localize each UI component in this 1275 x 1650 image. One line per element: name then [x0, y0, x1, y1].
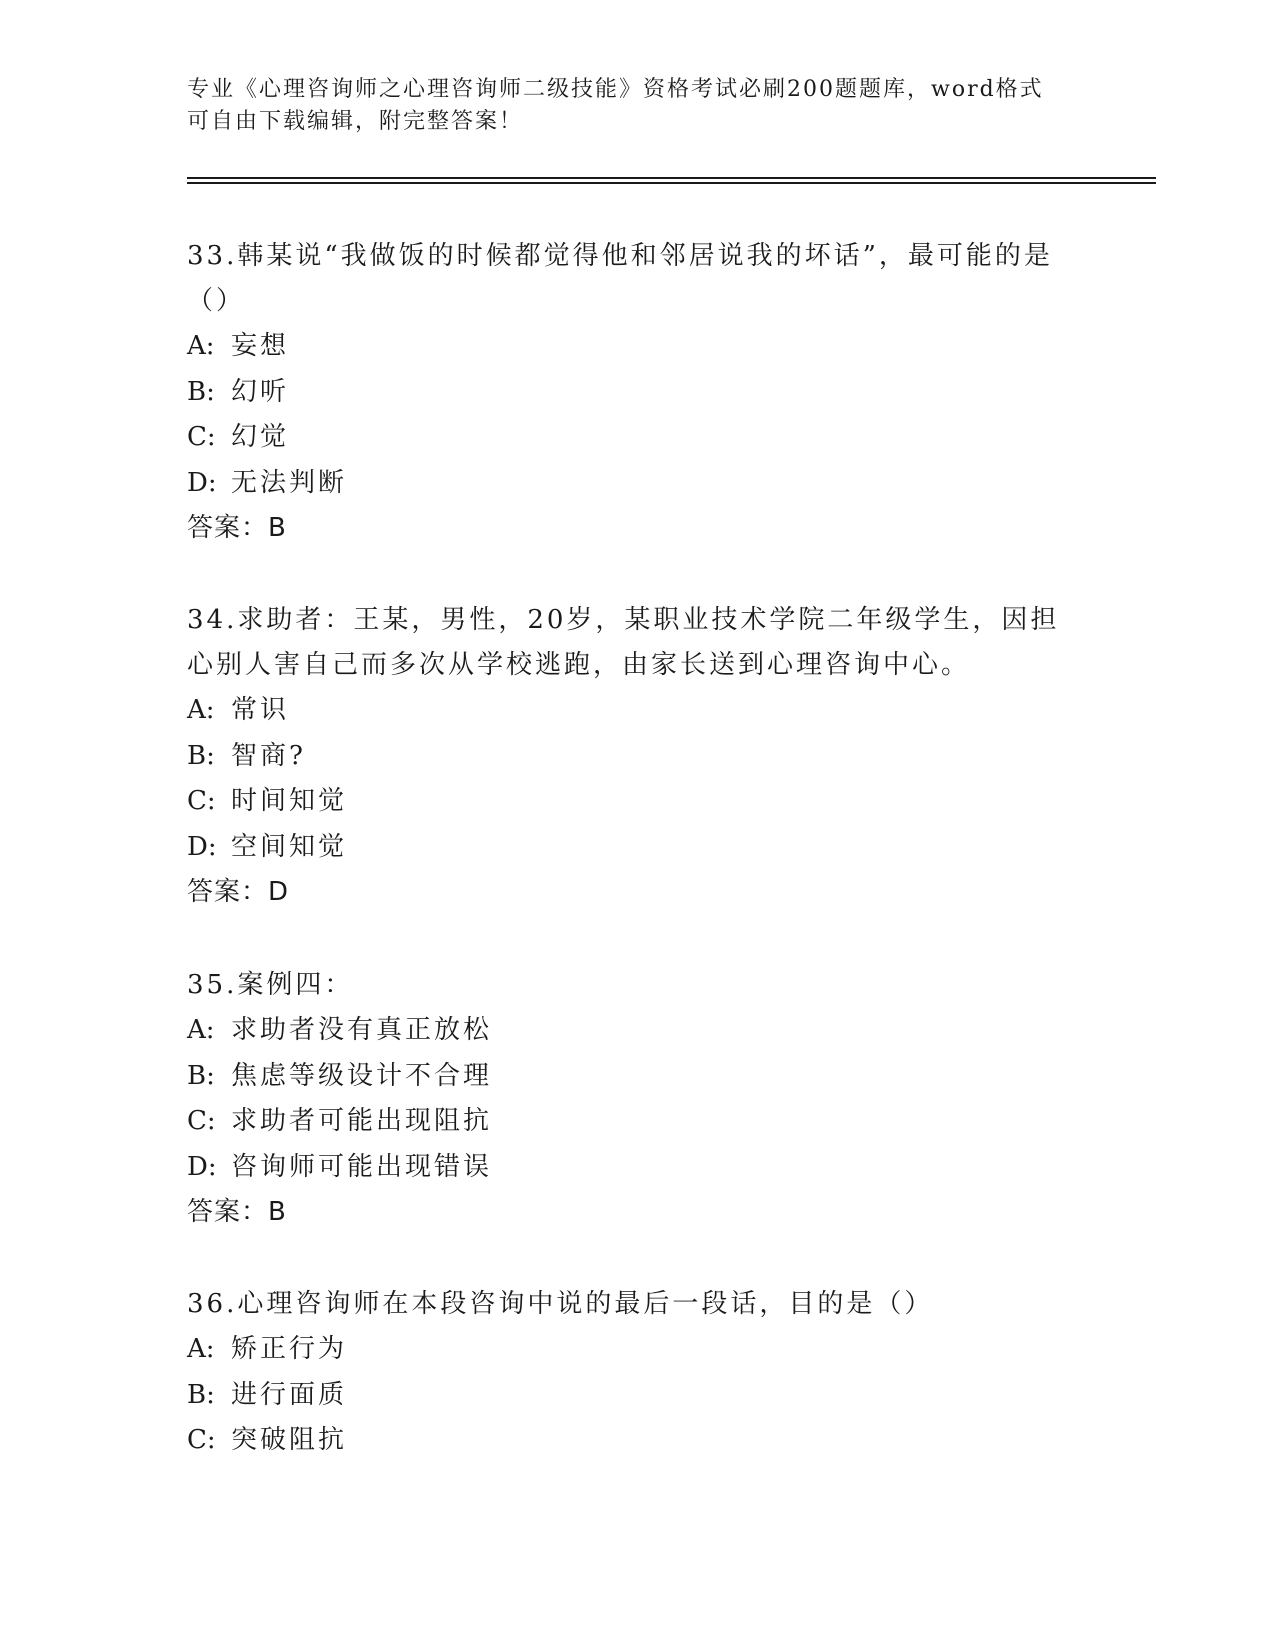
answer-line: 答案：B: [187, 513, 287, 543]
option-b: [187, 1054, 1087, 1100]
option-a: [187, 688, 1087, 734]
option-b: [187, 734, 1087, 780]
option-text: 求助者没有真正放松: [231, 1015, 493, 1045]
option-text: 空间知觉: [231, 831, 348, 862]
option-text: 突破阻抗: [231, 1425, 348, 1455]
question-stem: 34.求助者：王某，男性，20岁，某职业技术学院二年级学生，因担心别人害自己而多次从学校逃跑，由家长送到心理咨询中心。: [187, 605, 1060, 680]
header-line-1: 专业《心理咨询师之心理咨询师二级技能》资格考试必刷200题题库，word格式: [187, 77, 1044, 102]
question-34: [187, 598, 1087, 915]
option-a: [187, 324, 1087, 370]
option-letter: A:: [187, 1334, 215, 1364]
header-divider-top: [187, 177, 1156, 179]
option-c: [187, 415, 1087, 461]
option-text: 幻听: [231, 376, 290, 407]
question-stem: 33.韩某说“我做饭的时候都觉得他和邻居说我的坏话”，最可能的是（）: [187, 241, 1053, 316]
answer-line: 答案：B: [187, 1197, 287, 1227]
option-text: 幻觉: [231, 422, 290, 452]
document-header: [187, 74, 1087, 138]
option-letter: C:: [187, 1425, 216, 1455]
option-c: [187, 1418, 1087, 1464]
option-text: 智商?: [231, 740, 306, 771]
question-36: [187, 1282, 1087, 1464]
option-letter: A:: [187, 1015, 215, 1045]
option-d: [187, 461, 1087, 507]
option-b: [187, 1373, 1087, 1419]
option-letter: A:: [187, 331, 215, 361]
option-text: 矫正行为: [231, 1334, 348, 1364]
option-a: [187, 1327, 1087, 1373]
option-a: [187, 1008, 1087, 1054]
option-letter: B:: [187, 1060, 215, 1091]
header-line-2: 可自由下载编辑，附完整答案！: [187, 109, 524, 134]
answer-line: 答案：D: [187, 877, 290, 907]
option-letter: C:: [187, 422, 216, 452]
question-stem: 35.案例四：: [187, 970, 354, 1000]
option-letter: B:: [187, 376, 215, 407]
option-text: 求助者可能出现阻抗: [231, 1106, 493, 1136]
question-35: [187, 963, 1087, 1235]
option-letter: B:: [187, 740, 215, 771]
option-letter: D:: [187, 467, 217, 498]
header-divider-bottom: [187, 182, 1156, 184]
option-d: [187, 1145, 1087, 1191]
question-33: [187, 234, 1087, 551]
option-letter: A:: [187, 695, 215, 725]
option-text: 常识: [231, 695, 290, 725]
option-c: [187, 779, 1087, 825]
option-c: [187, 1099, 1087, 1145]
option-text: 妄想: [231, 331, 290, 361]
option-text: 焦虑等级设计不合理: [231, 1060, 493, 1091]
question-stem: 36.心理咨询师在本段咨询中说的最后一段话，目的是（）: [187, 1289, 934, 1319]
option-letter: C:: [187, 1106, 216, 1136]
option-text: 无法判断: [231, 467, 348, 498]
option-text: 咨询师可能出现错误: [231, 1151, 493, 1182]
option-letter: B:: [187, 1379, 215, 1410]
option-text: 时间知觉: [231, 786, 348, 816]
option-b: [187, 370, 1087, 416]
option-d: [187, 825, 1087, 871]
option-letter: C:: [187, 786, 216, 816]
option-letter: D:: [187, 1151, 217, 1182]
option-text: 进行面质: [231, 1379, 348, 1410]
option-letter: D:: [187, 831, 217, 862]
